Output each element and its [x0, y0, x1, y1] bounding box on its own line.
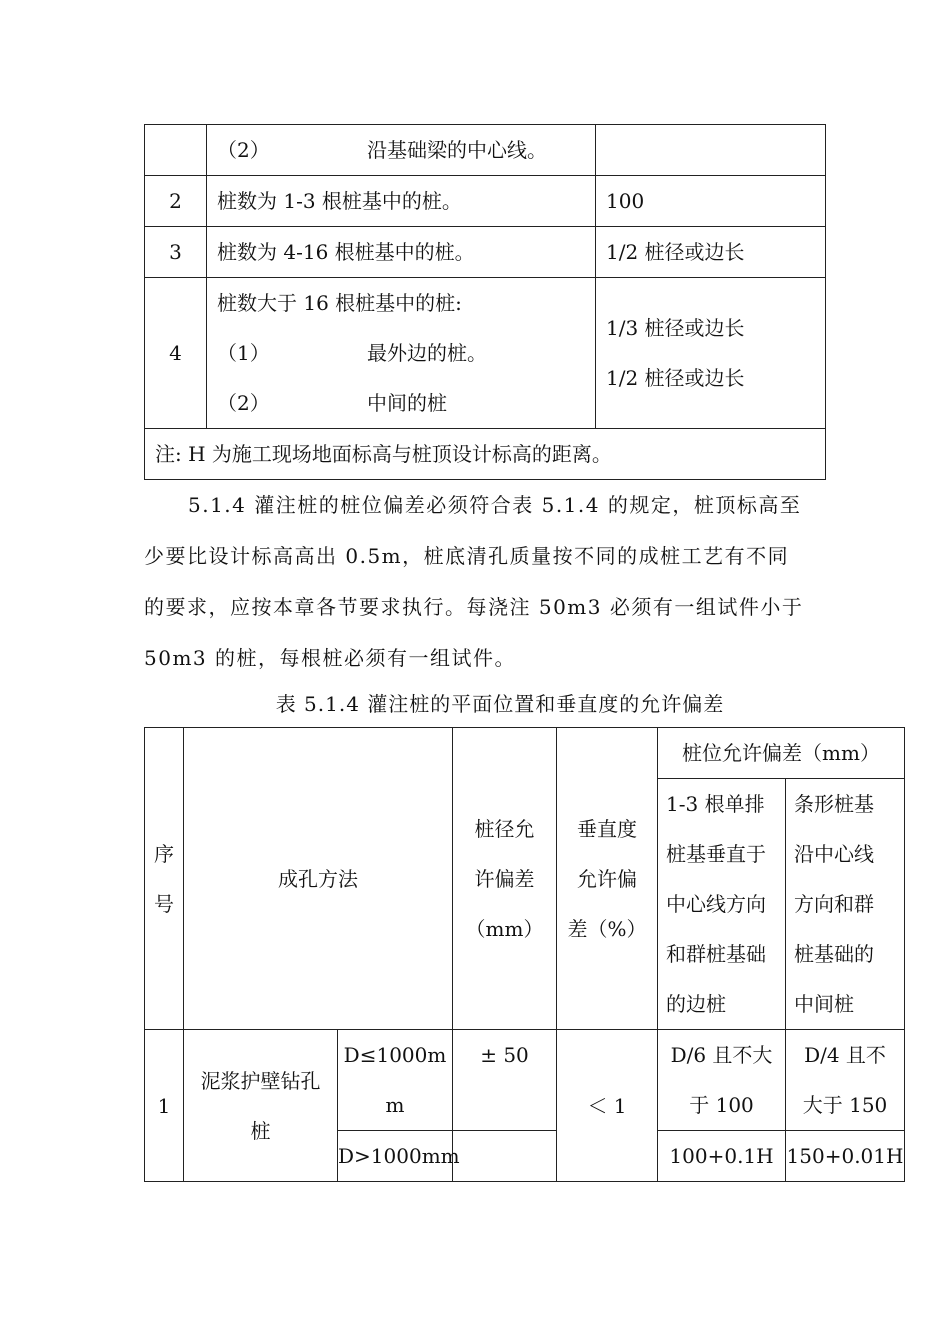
pile-deviation-table-continued: [144, 124, 826, 480]
row-index: 3: [145, 227, 207, 278]
row-content: [207, 125, 596, 176]
row-vert-tol: ＜ 1: [557, 1030, 658, 1182]
header-pos-sub2: 条形桩基 沿中心线 方向和群 桩基础的 中间桩: [786, 779, 905, 1030]
row-line: [217, 378, 595, 428]
table-row: [145, 125, 826, 176]
row-content: 桩数为 4-16 根桩基中的桩。: [207, 227, 596, 278]
row-index: 4: [145, 278, 207, 429]
table-caption: 表 5.1.4 灌注桩的平面位置和垂直度的允许偏差: [275, 692, 725, 716]
header-seq: 序 号: [145, 728, 184, 1030]
value-line: 1/2 桩径或边长: [606, 366, 745, 390]
row-line: 桩数大于 16 根桩基中的桩:: [217, 291, 462, 315]
sub-label: （2）: [217, 138, 270, 162]
body-paragraph: [144, 480, 806, 684]
row-diam-tol: ± 50: [453, 1030, 557, 1131]
value-line: 1/3 桩径或边长: [606, 316, 745, 340]
table-row: [145, 1030, 905, 1131]
header-vert-tol: 垂直度 允许偏 差（%）: [557, 728, 658, 1030]
table-row: [145, 227, 826, 278]
row-value: 1/2 桩径或边长: [596, 227, 826, 278]
table-row: [145, 176, 826, 227]
row-pos-tol-1: D/6 且不大 于 100: [658, 1030, 786, 1131]
header-method: 成孔方法: [184, 728, 453, 1030]
header-diam-tol: 桩径允 许偏差 （mm）: [453, 728, 557, 1030]
cast-in-place-pile-tolerance-table: [144, 727, 905, 1182]
paragraph-line: 少要比设计标高高出 0.5m，桩底清孔质量按不同的成桩工艺有不同: [144, 544, 790, 568]
row-diam-tol: [453, 1131, 557, 1182]
paragraph-line: 5.1.4 灌注桩的桩位偏差必须符合表 5.1.4 的规定，桩顶标高至: [188, 493, 802, 517]
row-index: [145, 125, 207, 176]
row-value: 100: [596, 176, 826, 227]
row-pos-tol-2: D/4 且不 大于 150: [786, 1030, 905, 1131]
paragraph-line: 50m3 的桩，每根桩必须有一组试件。: [144, 646, 516, 670]
row-pos-tol-1: 100+0.1H: [658, 1131, 786, 1182]
header-row: [145, 728, 905, 779]
sub-text: 最外边的桩。: [367, 341, 487, 365]
row-content: 桩数为 1-3 根桩基中的桩。: [207, 176, 596, 227]
sub-label: （2）: [217, 391, 270, 415]
row-condition: D≤1000m m: [338, 1030, 453, 1131]
header-pos-tol: 桩位允许偏差（mm）: [658, 728, 905, 779]
row-value: [596, 125, 826, 176]
sub-text: 沿基础梁的中心线。: [367, 138, 547, 162]
row-line: [217, 328, 595, 378]
paragraph-line: 的要求，应按本章各节要求执行。每浇注 50m3 必须有一组试件小于: [144, 595, 804, 619]
table-row: [145, 429, 826, 480]
sub-text: 中间的桩: [367, 391, 447, 415]
sub-label: （1）: [217, 341, 270, 365]
row-method: 泥浆护壁钻孔 桩: [184, 1030, 338, 1182]
row-seq: 1: [145, 1030, 184, 1182]
header-pos-sub1: 1-3 根单排 桩基垂直于 中心线方向 和群桩基础 的边桩: [658, 779, 786, 1030]
row-content: [207, 278, 596, 429]
table-note: 注: H 为施工现场地面标高与桩顶设计标高的距离。: [145, 429, 826, 480]
row-pos-tol-2: 150+0.01H: [786, 1131, 905, 1182]
row-value: [596, 278, 826, 429]
row-index: 2: [145, 176, 207, 227]
row-condition: D>1000mm: [338, 1131, 453, 1182]
table-row: [145, 278, 826, 429]
